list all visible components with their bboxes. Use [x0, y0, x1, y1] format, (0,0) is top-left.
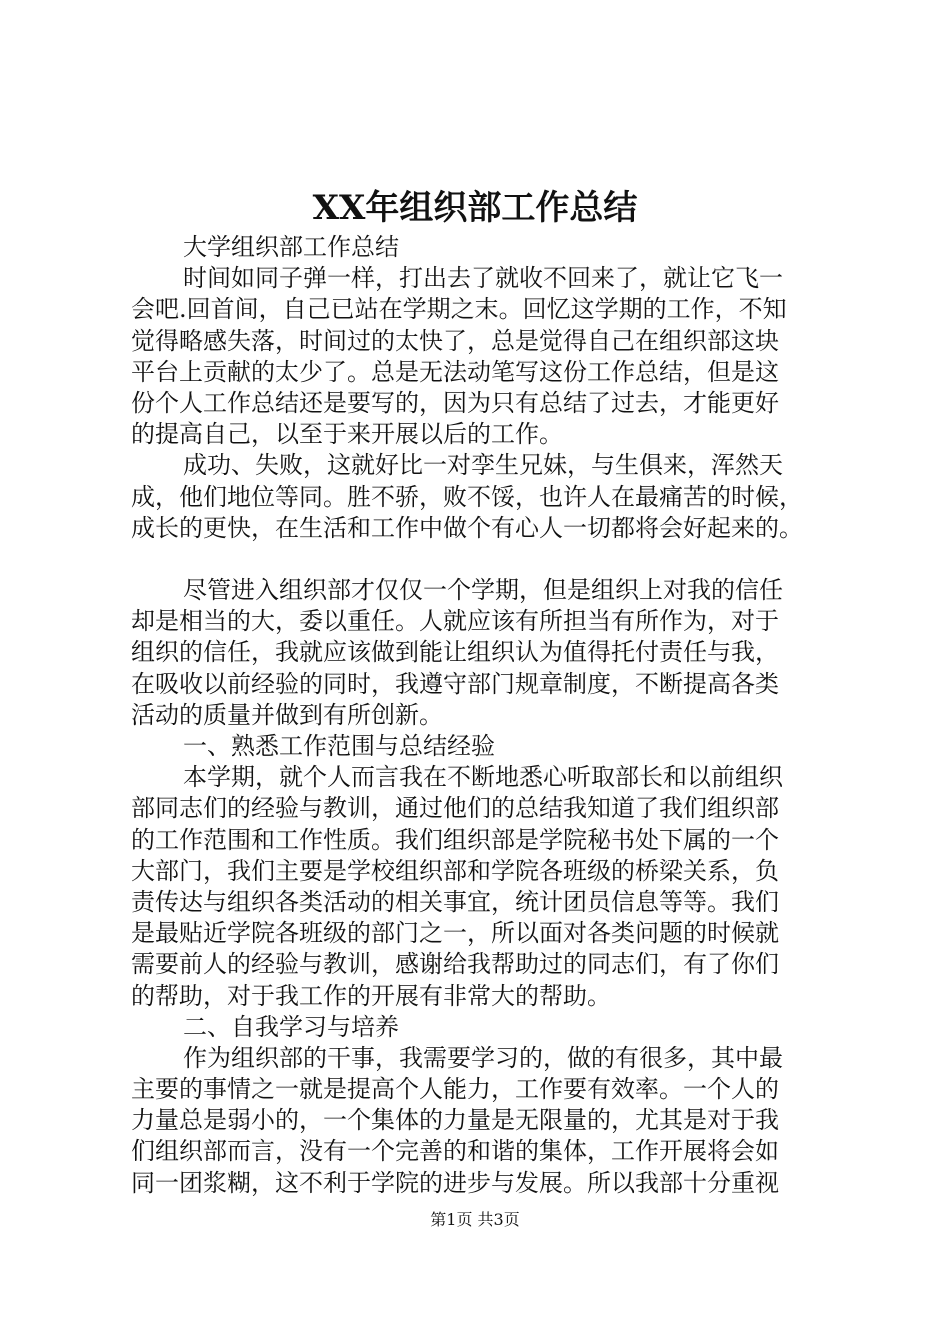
text-line: 的工作范围和工作性质。我们组织部是学院秘书处下属的一个: [131, 825, 779, 854]
text-line: 大部门，我们主要是学校组织部和学院各班级的桥梁关系，负: [131, 856, 779, 885]
text-line: 活动的质量并做到有所创新。: [131, 700, 443, 729]
text-line: 的提高自己，以至于来开展以后的工作。: [131, 420, 563, 449]
text-line: 一、熟悉工作范围与总结经验: [183, 732, 495, 760]
blank-line: [131, 544, 831, 575]
text-line: 作为组织部的干事，我需要学习的，做的有很多，其中最: [183, 1043, 783, 1072]
text-line: 主要的事情之一就是提高个人能力，工作要有效率。一个人的: [131, 1075, 779, 1104]
text-line: 成，他们地位等同。胜不骄，败不馁，也许人在最痛苦的时候，: [131, 482, 803, 511]
text-line: 觉得略感失落，时间过的太快了，总是觉得自己在组织部这块: [131, 326, 779, 355]
text-line: 成功、失败，这就好比一对孪生兄妹，与生俱来，浑然天: [183, 451, 783, 480]
text-line: 却是相当的大，委以重任。人就应该有所担当有所作为，对于: [131, 607, 779, 636]
text-line: 组织的信任，我就应该做到能让组织认为值得托付责任与我，: [131, 638, 779, 667]
text-line: 会吧.回首间，自己已站在学期之末。回忆这学期的工作，不知: [131, 295, 787, 324]
text-line: 们组织部而言，没有一个完善的和谐的集体，工作开展将会如: [131, 1137, 779, 1166]
text-line: 本学期，就个人而言我在不断地悉心听取部长和以前组织: [183, 763, 783, 792]
document-body: [131, 232, 831, 1199]
text-line: 责传达与组织各类活动的相关事宜，统计团员信息等等。我们: [131, 887, 779, 916]
text-line: 尽管进入组织部才仅仅一个学期，但是组织上对我的信任: [183, 576, 783, 605]
text-line: 平台上贡献的太少了。总是无法动笔写这份工作总结，但是这: [131, 357, 779, 386]
text-line: 是最贴近学院各班级的部门之一，所以面对各类问题的时候就: [131, 919, 779, 948]
text-line: 成长的更快，在生活和工作中做个有心人一切都将会好起来的。: [131, 513, 803, 542]
text-line: 时间如同子弹一样，打出去了就收不回来了，就让它飞一: [183, 264, 783, 293]
page-footer: 第1页 共3页: [430, 1210, 520, 1229]
text-line: 部同志们的经验与教训，通过他们的总结我知道了我们组织部: [131, 794, 779, 823]
text-line: 的帮助，对于我工作的开展有非常大的帮助。: [131, 981, 611, 1010]
text-line: 同一团浆糊，这不利于学院的进步与发展。所以我部十分重视: [131, 1168, 779, 1197]
document-title: XX年组织部工作总结: [312, 188, 638, 228]
text-line: 二、自我学习与培养: [183, 1012, 399, 1041]
text-line: 大学组织部工作总结: [183, 233, 399, 261]
text-line: 在吸收以前经验的同时，我遵守部门规章制度，不断提高各类: [131, 669, 779, 698]
text-line: 力量总是弱小的，一个集体的力量是无限量的，尤其是对于我: [131, 1106, 779, 1135]
text-line: 份个人工作总结还是要写的，因为只有总结了过去，才能更好: [131, 388, 779, 417]
text-line: 需要前人的经验与教训，感谢给我帮助过的同志们，有了你们: [131, 950, 779, 979]
